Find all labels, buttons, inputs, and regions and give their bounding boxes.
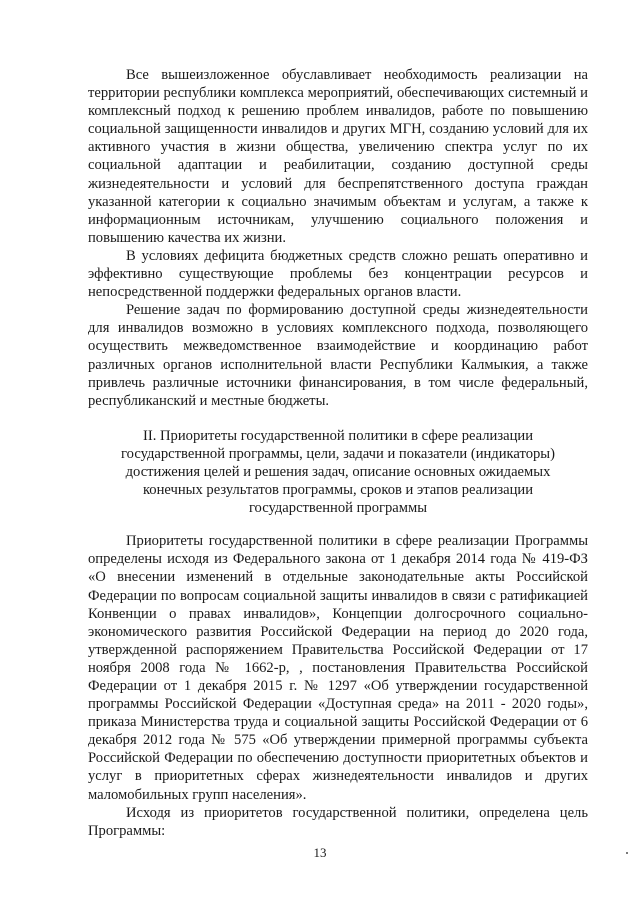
paragraph-policy-priorities: Приоритеты государственной политики в сфере реализации Программы определены исходя из Федерального закона от 1 декабря 2014 года № 419-ФЗ «О внесении изменений в отдельные законодательные акты Российской Федерации по вопросам социальной защиты инвалидов в связи с ратификацией Конвенции о правах инвалидов», Концепции долгосрочного социально-экономического развития Российской Федерации на период до 2020 года, утвержденной распоряжением Правительства Российской Федерации от 17 ноября 2008 года № 1662-р, , постановления Правительства Российской Федерации от 1 декабря 2015 г. № 1297 «Об утверждении государственной программы Российской Федерации «Доступная среда» на 2011 - 2020 годы», приказа Министерства труда и социальной защиты Российской Федерации от 6 декабря 2012 года № 575 «Об утверждении примерной программы субъекта Российской Федерации по обеспечению доступности приоритетных объектов и услуг в приоритетных сферах жизнедеятельности инвалидов и других маломобильных групп населения». [88, 533, 588, 803]
paragraph-necessity: Все вышеизложенное обуславливает необходимость реализации на территории республики комплекса мероприятий, обеспечивающих системный и комплексный подход к решению проблем инвалидов, работе по повышению социальной защищенности инвалидов и других МГН, созданию условий для их активного участия в жизни общества, увеличению спектра услуг по их социальной адаптации и реабилитации, созданию доступной среды жизнедеятельности и условий для беспрепятственного доступа граждан указанной категории к социально значимым объектам и услугам, а также к информационным источникам, улучшению социального положения и повышению качества их жизни. [88, 67, 588, 246]
page-number: 13 [313, 845, 327, 860]
page-content [88, 66, 588, 840]
paragraph-budget-deficit: В условиях дефицита бюджетных средств сложно решать оперативно и эффективно существующие проблемы без концентрации ресурсов и непосредственной поддержки федеральных органов власти. [88, 247, 588, 301]
paragraph-comprehensive-approach: Решение задач по формированию доступной среды жизнедеятельности для инвалидов возможно в условиях комплексного подхода, позволяющего осуществить межведомственное взаимодействие и координацию работ различных органов исполнительной власти Республики Калмыкия, а также привлечь различные источники финансирования, в том числе федеральный, республиканский и местные бюджеты. [88, 302, 588, 409]
paragraph-program-goal: Исходя из приоритетов государственной политики, определена цель Программы: [88, 804, 588, 839]
section-heading: II. Приоритеты государственной политики в сфере реализации государственной программы, цели, задачи и показатели (индикаторы) достижения целей и решения задач, описание основных ожидаемых конечных результатов программы, сроков и этапов реализации государственной программы [121, 427, 555, 517]
scan-speck [626, 852, 628, 854]
